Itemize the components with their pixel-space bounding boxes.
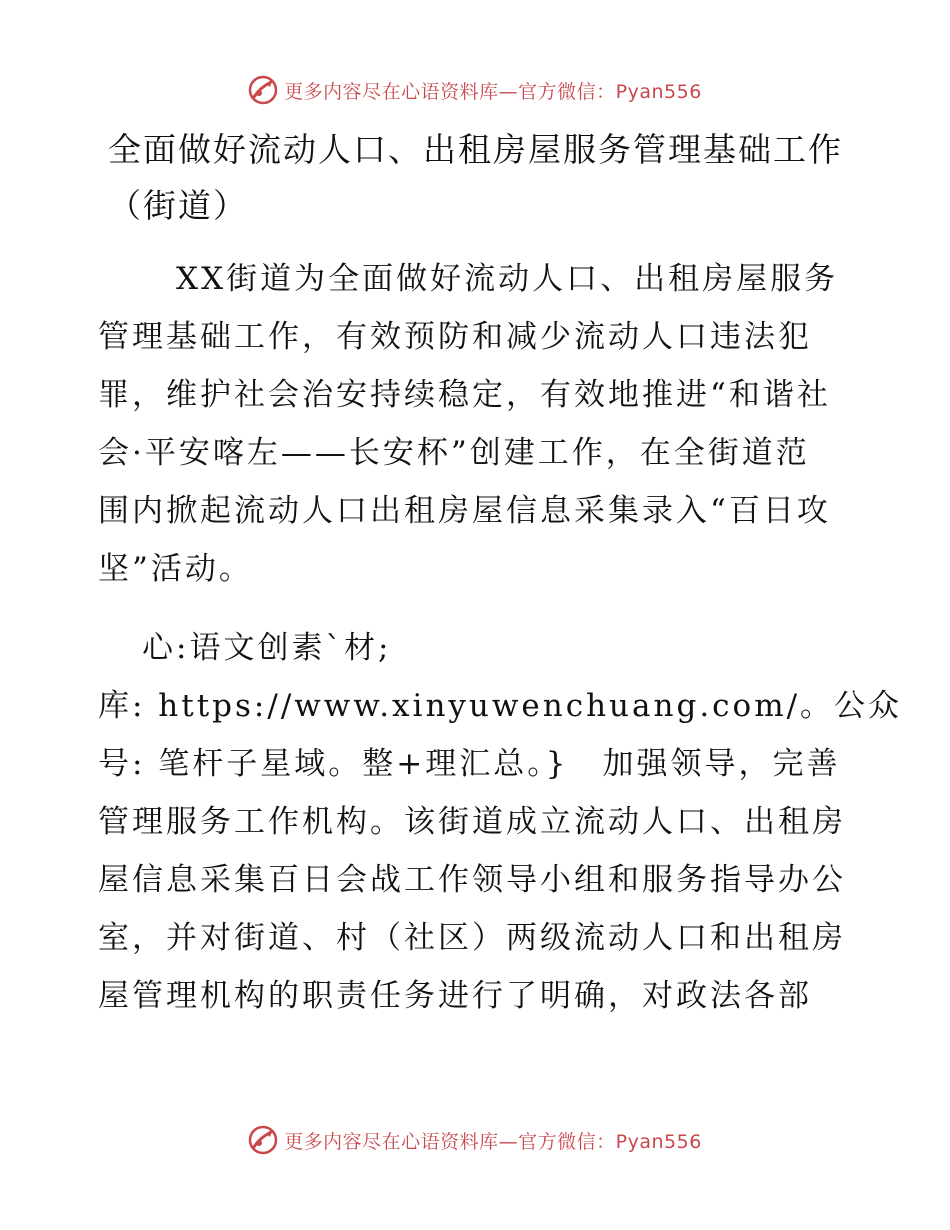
paragraph-line: 心:语文创素`材; <box>142 630 392 666</box>
banner-text: 更多内容尽在心语资料库—官方微信：Pyan556 <box>284 80 702 103</box>
header-banner <box>0 70 950 110</box>
paragraph-line: 号: 笔杆子星域。整+理汇总。} 加强领导，完善 <box>98 746 841 782</box>
paragraph-line: 屋管理机构的职责任务进行了明确，对政法各部 <box>98 978 812 1014</box>
paragraph-line: 管理服务工作机构。该街道成立流动人口、出租房 <box>98 804 846 840</box>
paragraph-line: 会·平安喀左——长安杯”创建工作，在全街道范 <box>98 435 810 471</box>
document-title <box>108 122 868 234</box>
paragraph-line: XX街道为全面做好流动人口、出租房屋服务 <box>176 261 839 297</box>
paragraph-line: 库: https://www.xinyuwenchuang.com/。公众 <box>98 688 903 724</box>
paragraph-line: 罪，维护社会治安持续稳定，有效地推进“和谐社 <box>98 377 831 413</box>
paragraph-line: 围内掀起流动人口出租房屋信息采集录入“百日攻 <box>98 493 831 529</box>
title-line-2: （街道） <box>108 186 248 225</box>
paragraph-line: 坚”活动。 <box>98 551 253 587</box>
footer-banner <box>0 1120 950 1160</box>
paragraph-line: 管理基础工作，有效预防和减少流动人口违法犯 <box>98 319 812 355</box>
banner-text: 更多内容尽在心语资料库—官方微信：Pyan556 <box>284 1130 702 1153</box>
paragraph-body <box>98 619 903 1025</box>
paragraph-intro <box>98 250 868 598</box>
brand-logo-icon <box>248 1125 278 1155</box>
paragraph-line: 屋信息采集百日会战工作领导小组和服务指导办公 <box>98 862 846 898</box>
paragraph-line: 室，并对街道、村（社区）两级流动人口和出租房 <box>98 920 846 956</box>
brand-logo-icon <box>248 75 278 105</box>
title-line-1: 全面做好流动人口、出租房屋服务管理基础工作 <box>108 130 843 169</box>
